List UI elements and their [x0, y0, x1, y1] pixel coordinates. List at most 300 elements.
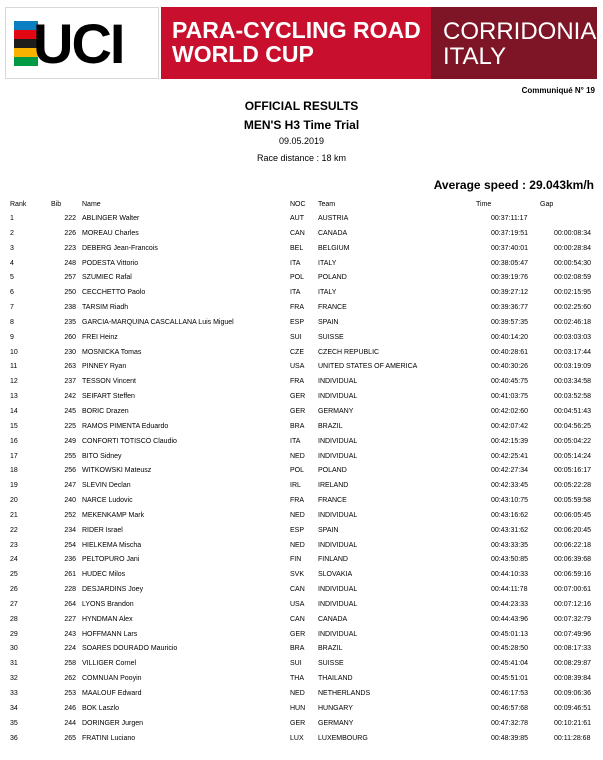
cell-team: THAILAND — [318, 675, 353, 683]
cell-rank: 35 — [10, 719, 18, 727]
communique-number: Communiqué N° 19 — [521, 86, 595, 95]
cell-rank: 16 — [10, 437, 18, 445]
col-time: Time — [476, 201, 492, 208]
cell-noc: ITA — [290, 289, 301, 297]
cell-bib: 248 — [64, 259, 76, 267]
table-row — [0, 375, 603, 390]
cell-gap: 00:07:12:16 — [554, 600, 591, 608]
cell-name: SOARES DOURADO Mauricio — [82, 645, 178, 653]
cell-noc: USA — [290, 363, 305, 371]
cell-rank: 21 — [10, 511, 18, 519]
cell-name: CONFORTI TOTISCO Claudio — [82, 437, 177, 445]
col-bib: Bib — [51, 201, 62, 208]
cell-bib: 260 — [64, 333, 76, 341]
cell-rank: 10 — [10, 348, 18, 356]
cell-noc: GER — [290, 393, 306, 401]
table-row — [0, 687, 603, 702]
cell-noc: POL — [290, 467, 305, 475]
cell-rank: 36 — [10, 734, 18, 742]
cell-bib: 262 — [64, 675, 76, 683]
cell-team: POLAND — [318, 274, 347, 282]
cell-gap: 00:00:28:84 — [554, 244, 591, 252]
cell-name: CECCHETTO Paolo — [82, 289, 146, 297]
cell-gap: 00:05:04:22 — [554, 437, 591, 445]
cell-bib: 238 — [64, 304, 76, 312]
cell-noc: GER — [290, 630, 306, 638]
table-row — [0, 227, 603, 242]
cell-rank: 15 — [10, 422, 18, 430]
cell-noc: FRA — [290, 304, 304, 312]
cell-name: TESSON Vincent — [82, 378, 136, 386]
cell-time: 00:37:19:51 — [491, 229, 528, 237]
cell-bib: 225 — [64, 422, 76, 430]
cell-time: 00:45:01:13 — [491, 630, 528, 638]
col-gap: Gap — [540, 201, 554, 208]
cell-name: SZUMIEC Rafal — [82, 274, 132, 282]
cell-name: HOFFMANN Lars — [82, 630, 138, 638]
cell-time: 00:40:14:20 — [491, 333, 528, 341]
table-row — [0, 331, 603, 346]
cell-rank: 4 — [10, 259, 14, 267]
table-row — [0, 672, 603, 687]
cell-noc: FRA — [290, 497, 304, 505]
cell-time: 00:42:07:42 — [491, 422, 528, 430]
cell-name: MEKENKAMP Mark — [82, 511, 145, 519]
cell-team: INDIVIDUAL — [318, 630, 358, 638]
cell-name: PELTOPURO Jani — [82, 556, 140, 564]
cell-bib: 255 — [64, 452, 76, 460]
table-row — [0, 479, 603, 494]
cell-rank: 2 — [10, 229, 14, 237]
cell-name: TARSIM Riadh — [82, 304, 129, 312]
cell-rank: 29 — [10, 630, 18, 638]
cell-gap: 00:00:08:34 — [554, 229, 591, 237]
cell-gap: 00:08:17:33 — [554, 645, 591, 653]
cell-gap: 00:06:20:45 — [554, 526, 591, 534]
cell-noc: FRA — [290, 378, 304, 386]
cell-gap: 00:07:49:96 — [554, 630, 591, 638]
cell-rank: 19 — [10, 482, 18, 490]
cell-team: INDIVIDUAL — [318, 378, 358, 386]
cell-noc: CAN — [290, 615, 305, 623]
cell-team: BRAZIL — [318, 645, 343, 653]
cell-time: 00:44:23:33 — [491, 600, 528, 608]
cell-name: MOSNICKA Tomas — [82, 348, 142, 356]
col-name: Name — [82, 201, 101, 208]
table-row — [0, 642, 603, 657]
cell-noc: SVK — [290, 571, 305, 579]
results-table — [0, 212, 603, 746]
cell-gap: 00:11:28:68 — [554, 734, 591, 742]
cell-team: SUISSE — [318, 660, 344, 668]
cell-name: GARCIA-MARQUINA CASCALLANA Luis Miguel — [82, 318, 234, 326]
cell-gap: 00:05:14:24 — [554, 452, 591, 460]
col-team: Team — [318, 201, 336, 208]
table-row — [0, 598, 603, 613]
cell-team: INDIVIDUAL — [318, 511, 358, 519]
cell-rank: 3 — [10, 244, 14, 252]
cell-rank: 34 — [10, 704, 18, 712]
cell-bib: 224 — [64, 645, 76, 653]
cell-bib: 263 — [64, 363, 76, 371]
cell-time: 00:44:11:78 — [491, 586, 528, 594]
cell-time: 00:48:39:85 — [491, 734, 528, 742]
cell-rank: 14 — [10, 407, 18, 415]
cell-gap: 00:02:08:59 — [554, 274, 591, 282]
cell-gap: 00:02:46:18 — [554, 318, 591, 326]
cell-name: BORIC Drazen — [82, 407, 129, 415]
table-row — [0, 346, 603, 361]
cell-noc: NED — [290, 690, 305, 697]
cell-gap: 00:05:59:58 — [554, 497, 591, 505]
cell-rank: 27 — [10, 600, 18, 608]
table-row — [0, 553, 603, 568]
cell-bib: 240 — [64, 497, 76, 505]
cell-time: 00:44:10:33 — [491, 571, 528, 579]
cell-gap: 00:05:16:17 — [554, 467, 591, 475]
table-row — [0, 301, 603, 316]
table-row — [0, 286, 603, 301]
cell-team: SLOVAKIA — [318, 571, 353, 579]
cell-name: COMNUAN Pooyin — [82, 675, 142, 683]
cell-noc: USA — [290, 600, 305, 608]
cell-rank: 32 — [10, 675, 18, 683]
cell-gap: 00:05:22:28 — [554, 482, 591, 490]
cell-name: DESJARDINS Joey — [82, 586, 144, 594]
table-row — [0, 568, 603, 583]
cell-bib: 226 — [64, 229, 76, 237]
table-row — [0, 435, 603, 450]
cell-time: 00:46:57:68 — [491, 704, 528, 712]
cell-bib: 222 — [64, 215, 76, 222]
cell-time: 00:39:27:12 — [491, 289, 528, 297]
cell-gap: 00:03:34:58 — [554, 378, 591, 386]
cell-noc: AUT — [290, 215, 304, 222]
event-title-line2: WORLD CUP — [172, 41, 314, 67]
cell-name: HIELKEMA Mischa — [82, 541, 142, 549]
table-row — [0, 405, 603, 420]
cell-name: WITKOWSKI Mateusz — [82, 467, 152, 475]
cell-time: 00:44:43:96 — [491, 615, 528, 623]
cell-rank: 31 — [10, 660, 18, 668]
cell-bib: 223 — [64, 244, 76, 252]
cell-bib: 245 — [64, 407, 76, 415]
cell-time: 00:42:33:45 — [491, 482, 528, 490]
cell-time: 00:45:51:01 — [491, 675, 528, 683]
cell-bib: 242 — [64, 393, 76, 401]
cell-bib: 228 — [64, 586, 76, 594]
cell-team: POLAND — [318, 467, 347, 475]
cell-gap: 00:07:00:61 — [554, 586, 591, 594]
table-row — [0, 717, 603, 732]
cell-team: NETHERLANDS — [318, 690, 371, 697]
cell-rank: 7 — [10, 304, 14, 312]
table-row — [0, 657, 603, 672]
cell-gap: 00:03:17:44 — [554, 348, 591, 356]
cell-team: SPAIN — [318, 526, 339, 534]
cell-gap: 00:06:39:68 — [554, 556, 591, 564]
cell-time: 00:40:28:61 — [491, 348, 528, 356]
cell-name: BITO Sidney — [82, 452, 122, 460]
table-row — [0, 420, 603, 435]
table-row — [0, 613, 603, 628]
cell-name: BOK Laszlo — [82, 704, 119, 712]
cell-team: INDIVIDUAL — [318, 393, 358, 401]
cell-time: 00:43:33:35 — [491, 541, 528, 549]
cell-time: 00:45:28:50 — [491, 645, 528, 653]
cell-team: ITALY — [318, 289, 337, 297]
cell-name: SEIFART Steffen — [82, 393, 135, 401]
cell-noc: HUN — [290, 704, 306, 712]
cell-noc: THA — [290, 675, 304, 683]
uci-logo — [5, 7, 159, 79]
cell-time: 00:43:31:62 — [491, 526, 528, 534]
cell-noc: BEL — [290, 244, 304, 252]
cell-noc: IRL — [290, 482, 301, 490]
page-title: OFFICIAL RESULTS — [244, 99, 359, 113]
cell-time: 00:37:40:01 — [491, 244, 528, 252]
cell-bib: 227 — [64, 615, 76, 623]
cell-gap: 00:04:56:25 — [554, 422, 591, 430]
cell-bib: 249 — [64, 437, 76, 445]
cell-bib: 254 — [64, 541, 76, 549]
cell-rank: 9 — [10, 333, 14, 341]
cell-time: 00:39:19:76 — [491, 274, 528, 282]
cell-name: NARCE Ludovic — [82, 497, 133, 505]
cell-team: BRAZIL — [318, 422, 343, 430]
cell-noc: ITA — [290, 259, 301, 267]
cell-bib: 265 — [64, 734, 76, 742]
cell-rank: 24 — [10, 556, 18, 564]
cell-noc: CAN — [290, 586, 305, 594]
cell-time: 00:42:15:39 — [491, 437, 528, 445]
cell-bib: 258 — [64, 660, 76, 668]
cell-bib: 243 — [64, 630, 76, 638]
cell-rank: 28 — [10, 615, 18, 623]
table-row — [0, 464, 603, 479]
cell-rank: 18 — [10, 467, 18, 475]
cell-time: 00:37:11:17 — [491, 215, 528, 222]
cell-team: INDIVIDUAL — [318, 452, 358, 460]
table-row — [0, 494, 603, 509]
cell-rank: 23 — [10, 541, 18, 549]
event-location — [431, 7, 597, 79]
table-row — [0, 509, 603, 524]
cell-time: 00:46:17:53 — [491, 690, 528, 697]
cell-noc: SUI — [290, 333, 302, 341]
cell-bib: 256 — [64, 467, 76, 475]
cell-time: 00:38:05:47 — [491, 259, 528, 267]
table-row — [0, 316, 603, 331]
cell-rank: 25 — [10, 571, 18, 579]
cell-team: BELGIUM — [318, 244, 350, 252]
cell-bib: 237 — [64, 378, 76, 386]
cell-name: HYNDMAN Alex — [82, 615, 133, 623]
cell-bib: 261 — [64, 571, 76, 579]
cell-noc: FIN — [290, 556, 302, 564]
cell-rank: 1 — [10, 215, 14, 222]
cell-gap: 00:08:39:84 — [554, 675, 591, 683]
cell-noc: CAN — [290, 229, 305, 237]
cell-noc: SUI — [290, 660, 302, 668]
header-banner — [5, 7, 597, 79]
cell-name: LYONS Brandon — [82, 600, 134, 608]
average-speed: Average speed : 29.043km/h — [433, 178, 594, 192]
col-rank: Rank — [10, 201, 27, 208]
cell-team: UNITED STATES OF AMERICA — [318, 363, 418, 371]
cell-rank: 22 — [10, 526, 18, 534]
cell-gap: 00:03:03:03 — [554, 333, 591, 341]
cell-name: FRATINI Luciano — [82, 734, 136, 742]
cell-bib: 253 — [64, 690, 76, 697]
cell-rank: 12 — [10, 378, 18, 386]
cell-bib: 230 — [64, 348, 76, 356]
cell-name: MAALOUF Edward — [82, 690, 142, 697]
cell-team: FINLAND — [318, 556, 348, 564]
table-row — [0, 702, 603, 717]
cell-team: GERMANY — [318, 407, 354, 415]
cell-time: 00:41:03:75 — [491, 393, 528, 401]
cell-rank: 8 — [10, 318, 14, 326]
cell-rank: 20 — [10, 497, 18, 505]
event-title-line1: PARA-CYCLING ROAD — [172, 17, 421, 43]
cell-gap: 00:09:46:51 — [554, 704, 591, 712]
cell-rank: 13 — [10, 393, 18, 401]
cell-bib: 244 — [64, 719, 76, 727]
table-row — [0, 732, 603, 747]
cell-gap: 00:06:59:16 — [554, 571, 591, 579]
cell-name: HUDEC Milos — [82, 571, 126, 579]
cell-name: PINNEY Ryan — [82, 363, 127, 371]
cell-team: SUISSE — [318, 333, 344, 341]
cell-team: INDIVIDUAL — [318, 600, 358, 608]
col-noc: NOC — [290, 201, 306, 208]
cell-name: DEBERG Jean-Francois — [82, 244, 158, 252]
cell-team: GERMANY — [318, 719, 354, 727]
cell-time: 00:43:16:62 — [491, 511, 528, 519]
cell-name: PODESTA Vittorio — [82, 259, 139, 267]
cell-rank: 5 — [10, 274, 14, 282]
cell-noc: NED — [290, 511, 305, 519]
table-row — [0, 257, 603, 272]
table-row — [0, 271, 603, 286]
cell-gap: 00:09:06:36 — [554, 690, 591, 697]
cell-time: 00:45:41:04 — [491, 660, 528, 668]
cell-name: MOREAU Charles — [82, 229, 139, 237]
cell-name: RAMOS PIMENTA Eduardo — [82, 422, 169, 430]
table-row — [0, 583, 603, 598]
cell-gap: 00:04:51:43 — [554, 407, 591, 415]
cell-bib: 235 — [64, 318, 76, 326]
table-row — [0, 360, 603, 375]
cell-noc: POL — [290, 274, 305, 282]
cell-bib: 250 — [64, 289, 76, 297]
cell-gap: 00:06:05:45 — [554, 511, 591, 519]
table-row — [0, 524, 603, 539]
table-row — [0, 242, 603, 257]
cell-bib: 234 — [64, 526, 76, 534]
cell-time: 00:42:02:60 — [491, 407, 528, 415]
cell-name: DORINGER Jurgen — [82, 719, 144, 727]
table-row — [0, 539, 603, 554]
cell-noc: ITA — [290, 437, 301, 445]
cell-gap: 00:08:29:87 — [554, 660, 591, 668]
cell-noc: ESP — [290, 526, 305, 534]
cell-noc: BRA — [290, 645, 305, 653]
cell-team: FRANCE — [318, 304, 347, 312]
cell-gap: 00:10:21:61 — [554, 719, 591, 727]
cell-noc: CZE — [290, 348, 304, 356]
cell-gap: 00:02:25:60 — [554, 304, 591, 312]
uci-logo-text: UCI — [33, 12, 124, 75]
race-date: 09.05.2019 — [278, 136, 325, 146]
event-title — [161, 7, 431, 79]
cell-name: ABLINGER Walter — [82, 215, 140, 222]
cell-bib: 264 — [64, 600, 76, 608]
cell-noc: GER — [290, 719, 306, 727]
cell-name: VILLIGER Cornel — [82, 660, 137, 668]
table-row — [0, 628, 603, 643]
cell-bib: 257 — [64, 274, 76, 282]
cell-noc: ESP — [290, 318, 305, 326]
cell-time: 00:42:25:41 — [491, 452, 528, 460]
cell-team: SPAIN — [318, 318, 339, 326]
cell-name: FREI Heinz — [82, 333, 118, 341]
table-row — [0, 390, 603, 405]
cell-time: 00:39:36:77 — [491, 304, 528, 312]
cell-time: 00:43:50:85 — [491, 556, 528, 564]
cell-team: HUNGARY — [318, 704, 353, 712]
cell-name: RIDER Israel — [82, 526, 123, 534]
cell-team: FRANCE — [318, 497, 347, 505]
cell-time: 00:40:45:75 — [491, 378, 528, 386]
cell-team: CANADA — [318, 615, 348, 623]
cell-bib: 236 — [64, 556, 76, 564]
cell-team: CZECH REPUBLIC — [318, 348, 380, 356]
cell-team: INDIVIDUAL — [318, 541, 358, 549]
location-line1: CORRIDONIA — [443, 18, 597, 45]
cell-rank: 33 — [10, 690, 18, 697]
cell-time: 00:43:10:75 — [491, 497, 528, 505]
cell-team: CANADA — [318, 229, 348, 237]
cell-time: 00:39:57:35 — [491, 318, 528, 326]
race-name: MEN'S H3 Time Trial — [243, 118, 360, 132]
table-row — [0, 450, 603, 465]
cell-gap: 00:07:32:79 — [554, 615, 591, 623]
cell-rank: 17 — [10, 452, 18, 460]
cell-team: IRELAND — [318, 482, 349, 490]
race-distance: Race distance : 18 km — [256, 153, 347, 163]
cell-team: INDIVIDUAL — [318, 586, 358, 594]
cell-name: SLEVIN Declan — [82, 482, 131, 490]
cell-rank: 11 — [10, 363, 18, 371]
cell-bib: 247 — [64, 482, 76, 490]
cell-noc: LUX — [290, 734, 304, 742]
cell-time: 00:40:30:26 — [491, 363, 528, 371]
cell-bib: 252 — [64, 511, 76, 519]
cell-rank: 26 — [10, 586, 18, 594]
cell-bib: 246 — [64, 704, 76, 712]
cell-noc: NED — [290, 541, 305, 549]
cell-gap: 00:00:54:30 — [554, 259, 591, 267]
cell-team: LUXEMBOURG — [318, 734, 368, 742]
cell-team: INDIVIDUAL — [318, 437, 358, 445]
cell-rank: 30 — [10, 645, 18, 653]
cell-team: AUSTRIA — [318, 215, 349, 222]
cell-noc: NED — [290, 452, 305, 460]
cell-time: 00:47:32:78 — [491, 719, 528, 727]
cell-noc: BRA — [290, 422, 305, 430]
